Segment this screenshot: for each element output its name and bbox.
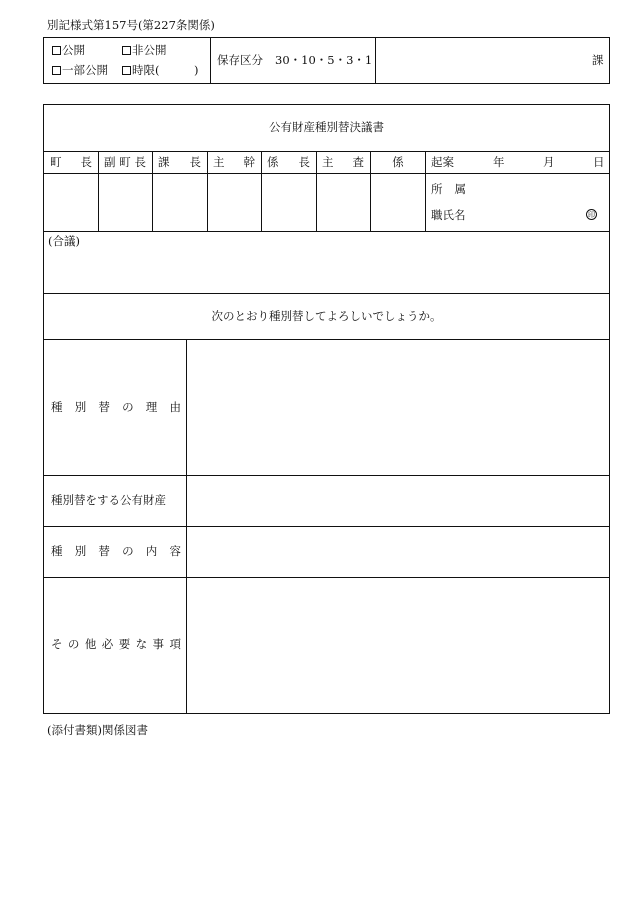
approver-header: 副 町 長 <box>104 155 146 169</box>
name-label: 職氏名 <box>431 208 466 222</box>
approver-header: 主 幹 <box>213 155 255 169</box>
field-label-content: 種 別 替 の 内 容 <box>51 544 181 558</box>
request-statement: 次のとおり種別替してよろしいでしょうか。 <box>211 308 442 323</box>
seal-icon: 印 <box>588 211 595 219</box>
retention-label: 保存区分 <box>217 53 263 67</box>
approver-header: 町 長 <box>50 155 92 169</box>
draft-label: 起案 <box>431 155 454 169</box>
attachment-note: (添付書類)関係図書 <box>47 723 148 737</box>
approver-header: 主 査 <box>322 155 364 169</box>
date-year: 年 <box>493 155 505 169</box>
checkbox-partial[interactable]: 一部公開 <box>52 65 108 77</box>
seal-cell[interactable] <box>45 174 98 231</box>
field-value-content[interactable] <box>187 527 609 577</box>
date-day: 日 <box>593 155 605 169</box>
seal-cell[interactable] <box>99 174 152 231</box>
approver-header: 係 長 <box>267 155 310 169</box>
section-suffix: 課 <box>592 53 604 67</box>
checkbox-icon[interactable] <box>122 66 131 75</box>
approver-header: 係 <box>392 154 404 169</box>
seal-cell[interactable] <box>371 174 425 231</box>
affiliation-label: 所 属 <box>431 182 466 196</box>
field-value-other[interactable] <box>187 578 609 713</box>
seal-cell[interactable] <box>317 174 370 231</box>
checkbox-icon[interactable] <box>52 66 61 75</box>
checkbox-timed[interactable]: 時限( ) <box>122 65 198 77</box>
field-value-reason[interactable] <box>187 340 609 475</box>
field-value-property[interactable] <box>187 476 609 526</box>
retention-values: 30・10・5・3・1 <box>275 53 373 67</box>
checkbox-icon[interactable] <box>122 46 131 55</box>
document-title: 公有財産種別替決議書 <box>269 120 384 135</box>
consultation-label: (合議) <box>48 234 80 248</box>
date-month: 月 <box>543 155 555 169</box>
approver-header: 課 長 <box>158 155 201 169</box>
seal-cell[interactable] <box>153 174 207 231</box>
checkbox-icon[interactable] <box>52 46 61 55</box>
seal-cell[interactable] <box>208 174 261 231</box>
field-label-reason: 種 別 替 の 理 由 <box>51 400 181 414</box>
form-label: 別記様式第157号(第227条関係) <box>47 18 215 32</box>
checkbox-private[interactable]: 非公開 <box>122 45 167 57</box>
field-label-other: そ の 他 必 要 な 事 項 <box>51 637 181 651</box>
field-label-property: 種別替をする公有財産 <box>51 493 166 507</box>
checkbox-public[interactable]: 公開 <box>52 45 85 57</box>
seal-cell[interactable] <box>262 174 316 231</box>
